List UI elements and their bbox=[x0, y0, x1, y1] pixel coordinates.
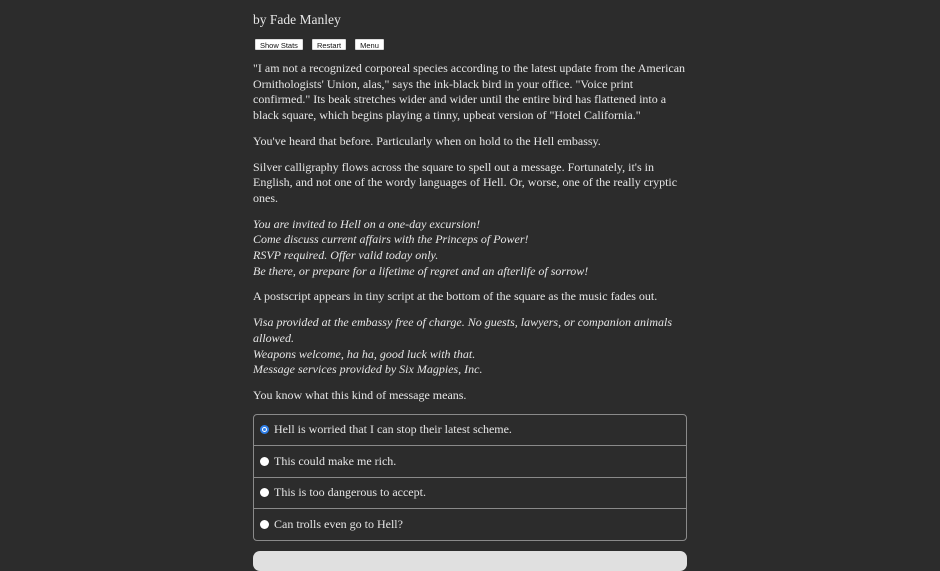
restart-button[interactable]: Restart bbox=[312, 39, 346, 50]
radio-selected-icon[interactable] bbox=[260, 425, 269, 434]
choice-option[interactable] bbox=[254, 445, 686, 477]
invitation-message bbox=[253, 217, 687, 280]
invitation-line: Be there, or prepare for a lifetime of regret and an afterlife of sorrow! bbox=[253, 263, 589, 278]
next-button[interactable] bbox=[253, 551, 687, 571]
invitation-line: Come discuss current affairs with the Princeps of Power! bbox=[253, 232, 529, 247]
postscript-message bbox=[253, 315, 687, 378]
radio-icon[interactable] bbox=[260, 520, 269, 529]
story-paragraph: Silver calligraphy flows across the square to spell out a message. Fortunately, it's in English, and not one of the wordy languages of Hell. Or, worse, one of the really cryptic ones. bbox=[253, 159, 678, 205]
invitation-line: You are invited to Hell on a one-day excursion! bbox=[253, 216, 481, 231]
postscript-line: Visa provided at the embassy free of charge. No guests, lawyers, or companion animals allowed. bbox=[253, 315, 673, 345]
choice-option[interactable] bbox=[254, 477, 686, 509]
choice-label: This is too dangerous to accept. bbox=[274, 485, 426, 500]
story-paragraph: You know what this kind of message means. bbox=[253, 387, 467, 402]
choice-option[interactable] bbox=[254, 508, 686, 540]
show-stats-button[interactable]: Show Stats bbox=[255, 39, 303, 50]
story-paragraph: "I am not a recognized corporeal species according to the latest update from the American Ornithologists' Union, alas," says the ink-black bird in your office. "Voice print confirmed." Its beak stretches wider and wider until the entire bird has flattened into a black square, which begins playing a tinny, upbeat version of "Hotel California." bbox=[253, 61, 686, 123]
choice-list bbox=[253, 414, 687, 541]
choice-label: Hell is worried that I can stop their latest scheme. bbox=[274, 422, 512, 437]
menu-button[interactable]: Menu bbox=[355, 39, 384, 50]
choice-label: Can trolls even go to Hell? bbox=[274, 516, 403, 531]
story-paragraph: A postscript appears in tiny script at the bottom of the square as the music fades out. bbox=[253, 289, 658, 304]
choice-label: This could make me rich. bbox=[274, 453, 397, 468]
story-paragraph: You've heard that before. Particularly when on hold to the Hell embassy. bbox=[253, 133, 601, 148]
postscript-line: Weapons welcome, ha ha, good luck with that. bbox=[253, 346, 476, 361]
author-byline: by Fade Manley bbox=[253, 12, 341, 27]
radio-icon[interactable] bbox=[260, 457, 269, 466]
toolbar bbox=[253, 39, 687, 50]
story-text bbox=[253, 61, 687, 404]
choice-option[interactable] bbox=[254, 415, 686, 446]
game-page bbox=[253, 0, 687, 571]
postscript-line: Message services provided by Six Magpies, Inc. bbox=[253, 362, 483, 377]
radio-icon[interactable] bbox=[260, 488, 269, 497]
invitation-line: RSVP required. Offer valid today only. bbox=[253, 248, 439, 263]
